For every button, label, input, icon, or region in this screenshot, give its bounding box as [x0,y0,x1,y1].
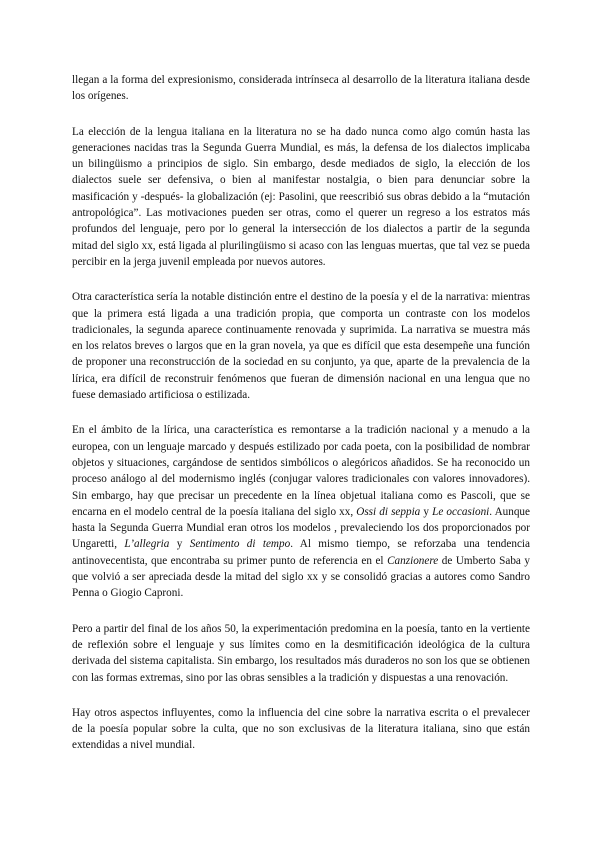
paragraph-text: Pero a partir del final de los años 50, la experimentación predomina en la poesía, tanto en la vertiente de reflexión sobre el lenguaje y sus límites como en la desmitificación ideológica de la cultura derivada del sistema capitalista. Sin embargo, los resultados más duraderos no son los que se obtienen con las formas extremas, sino por las obras sensibles a la tradición y dispuestas a una renovación. [72,622,530,684]
italic-title-text: Le occasioni [432,505,490,518]
italic-title-text: Canzionere [387,554,439,567]
paragraph-text: Hay otros aspectos influyentes, como la influencia del cine sobre la narrativa escrita o el prevalecer de la poesía popular sobre la culta, que no son exclusivas de la literatura italiana, sino que están extendidas a nivel mundial. [72,706,530,752]
italic-title-text: L’allegria [124,538,170,551]
paragraph-poesia-narrativa [72,289,530,403]
paragraph-text: Otra característica sería la notable distinción entre el destino de la poesía y el de la narrativa: mientras que la primera está ligada a una tradición propia, que comporta un contraste con los modelos tradicionales, la segunda aparece continuamente renovada y suprimida. La narrativa se muestra más en los relatos breves o largos que en la gran novela, ya que es difícil que esta desempeñe una función de proponer una reconstrucción de la sociedad en su conjunto, ya que, aparte de la prevalencia de la lírica, era difícil de reconstruir fenómenos que fueran de dimensión nacional en una lengua que no fuese demasiado artificiosa o estilizada. [72,291,530,402]
italic-title-text: Sentimento di tempo [189,538,291,551]
paragraph-text: de Umberto Saba y que volvió a ser apreciada desde la mitad del siglo xx y se consolidó gracias a autores como Sandro Penna o Giogio Caproni. [72,554,530,600]
paragraph-lengua-italiana [72,124,530,271]
paragraph-otros-aspectos [72,705,530,754]
paragraph-expresionismo [72,72,530,105]
paragraph-text: llegan a la forma del expresionismo, considerada intrínseca al desarrollo de la literatura italiana desde los orígenes. [72,74,530,103]
paragraph-text: y [169,538,190,551]
paragraph-text: y [420,505,433,518]
paragraph-text: La elección de la lengua italiana en la literatura no se ha dado nunca como algo común hasta las generaciones nacidas tras la Segunda Guerra Mundial, es más, la defensa de los dialectos implicaba un bilingüismo a principios de siglo. Sin embargo, desde mediados de siglo, la elección de los dialectos suele ser defensiva, o bien al manifestar nostalgia, o bien para denunciar sobre la masificación y -después- la globalización (ej: Pasolini, que reescribió sus obras debido a la “mutación antropológica”. Las motivaciones pueden ser otras, como el querer un regreso a los estratos más profundos del lenguaje, pero por lo general la intersección de los dialectos a partir de la segunda mitad del siglo xx, está ligada al plurilingüismo si acaso con las lenguas muertas, que tal vez se pueda percibir en la jerga juvenil empleada por nuevos autores. [72,125,530,268]
italic-title-text: Ossi di seppia [356,505,421,518]
paragraph-text: . Al mismo tiempo, se reforzaba una tendencia antinovecentista, que encontraba su primer punto de referencia en el [72,538,530,567]
paragraph-text: . Aunque hasta la Segunda Guerra Mundial eran otros los modelos , prevaleciendo los dos proporcionados por Ungaretti, [72,505,530,551]
paragraph-lirica [72,422,530,601]
paragraph-text: En el ámbito de la lírica, una característica es remontarse a la tradición nacional y a menudo a la europea, con un lenguaje marcado y después estilizado por cada poeta, con la posibilidad de nombrar objetos y situaciones, cargándose de sentidos simbólicos o alegóricos añadidos. Se ha reconocido un proceso análogo al del modernismo inglés (conjugar valores tradicionales con valores innovadores). Sin embargo, hay que precisar un precedente en la línea objetual italiana como es Pascoli, que se encarna en el modelo central de la poesía italiana del siglo xx, [72,424,530,518]
paragraph-experimentacion [72,621,530,686]
